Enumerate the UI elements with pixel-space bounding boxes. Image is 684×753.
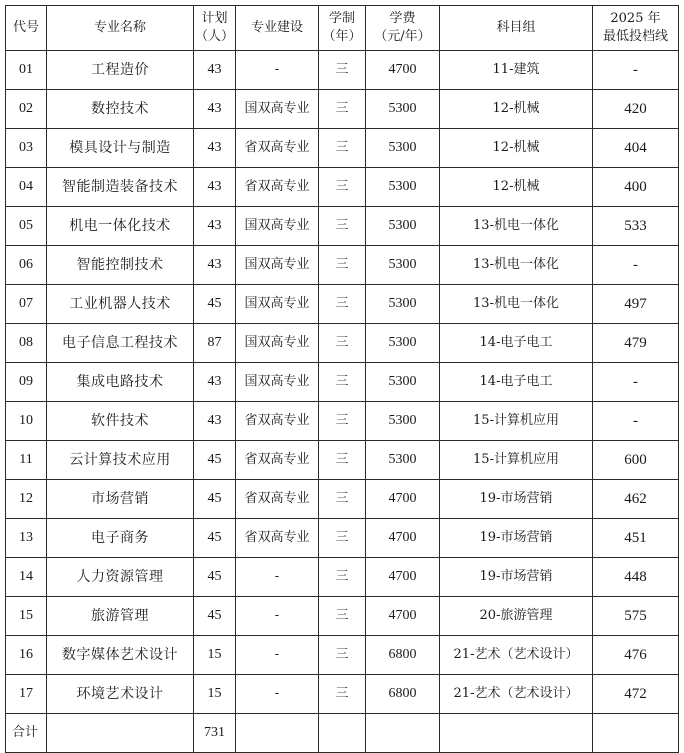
cell-min-score: 400	[593, 168, 679, 207]
cell-major-name: 工业机器人技术	[47, 285, 194, 324]
cell-code: 17	[6, 675, 47, 714]
cell-plan: 43	[194, 129, 236, 168]
total-label: 合计	[6, 714, 47, 753]
cell-construction: 国双高专业	[236, 90, 319, 129]
total-empty-fee	[366, 714, 440, 753]
cell-construction: -	[236, 597, 319, 636]
cell-code: 09	[6, 363, 47, 402]
cell-code: 05	[6, 207, 47, 246]
header-plan-line1: 计划	[201, 11, 228, 26]
cell-min-score: 479	[593, 324, 679, 363]
cell-fee: 5300	[366, 363, 440, 402]
table-row	[6, 246, 679, 285]
cell-construction: 国双高专业	[236, 207, 319, 246]
cell-construction: 省双高专业	[236, 480, 319, 519]
cell-major-name: 数控技术	[47, 90, 194, 129]
cell-plan: 43	[194, 363, 236, 402]
cell-fee: 4700	[366, 558, 440, 597]
table-row	[6, 207, 679, 246]
cell-duration: 三	[319, 51, 366, 90]
cell-duration: 三	[319, 558, 366, 597]
table-row	[6, 90, 679, 129]
cell-plan: 45	[194, 285, 236, 324]
cell-code: 10	[6, 402, 47, 441]
cell-plan: 45	[194, 519, 236, 558]
cell-min-score: 420	[593, 90, 679, 129]
table-row	[6, 402, 679, 441]
table-row	[6, 324, 679, 363]
header-subject-group: 科目组	[440, 6, 593, 51]
cell-subject-group: 19-市场营销	[440, 519, 593, 558]
header-plan	[194, 6, 236, 51]
cell-code: 02	[6, 90, 47, 129]
table-row	[6, 675, 679, 714]
cell-construction: -	[236, 675, 319, 714]
cell-code: 13	[6, 519, 47, 558]
cell-fee: 5300	[366, 246, 440, 285]
cell-plan: 15	[194, 636, 236, 675]
cell-min-score: 448	[593, 558, 679, 597]
cell-major-name: 软件技术	[47, 402, 194, 441]
cell-construction: 国双高专业	[236, 324, 319, 363]
table-row	[6, 51, 679, 90]
cell-duration: 三	[319, 441, 366, 480]
total-row	[6, 714, 679, 753]
total-empty-name	[47, 714, 194, 753]
cell-min-score: 451	[593, 519, 679, 558]
cell-major-name: 旅游管理	[47, 597, 194, 636]
header-score-line1: 2025 年	[610, 11, 661, 26]
cell-min-score: 476	[593, 636, 679, 675]
cell-min-score: 533	[593, 207, 679, 246]
total-empty-construction	[236, 714, 319, 753]
header-plan-line2: （人）	[194, 29, 234, 44]
cell-plan: 43	[194, 402, 236, 441]
cell-subject-group: 19-市场营销	[440, 558, 593, 597]
cell-major-name: 智能控制技术	[47, 246, 194, 285]
cell-major-name: 人力资源管理	[47, 558, 194, 597]
cell-duration: 三	[319, 363, 366, 402]
cell-fee: 5300	[366, 207, 440, 246]
cell-plan: 45	[194, 558, 236, 597]
cell-plan: 43	[194, 90, 236, 129]
cell-subject-group: 13-机电一体化	[440, 246, 593, 285]
cell-construction: 省双高专业	[236, 168, 319, 207]
header-construction: 专业建设	[236, 6, 319, 51]
cell-subject-group: 15-计算机应用	[440, 402, 593, 441]
table-row	[6, 363, 679, 402]
cell-code: 11	[6, 441, 47, 480]
table-row	[6, 129, 679, 168]
header-code: 代号	[6, 6, 47, 51]
cell-fee: 4700	[366, 519, 440, 558]
cell-fee: 4700	[366, 597, 440, 636]
cell-construction: 省双高专业	[236, 129, 319, 168]
cell-duration: 三	[319, 324, 366, 363]
cell-duration: 三	[319, 246, 366, 285]
cell-code: 08	[6, 324, 47, 363]
cell-major-name: 模具设计与制造	[47, 129, 194, 168]
cell-subject-group: 12-机械	[440, 90, 593, 129]
cell-code: 07	[6, 285, 47, 324]
enrollment-plan-table	[5, 5, 679, 753]
table-row	[6, 597, 679, 636]
cell-fee: 5300	[366, 129, 440, 168]
total-empty-group	[440, 714, 593, 753]
cell-fee: 5300	[366, 402, 440, 441]
cell-min-score: 472	[593, 675, 679, 714]
cell-code: 04	[6, 168, 47, 207]
cell-duration: 三	[319, 597, 366, 636]
cell-construction: 省双高专业	[236, 519, 319, 558]
cell-major-name: 电子信息工程技术	[47, 324, 194, 363]
cell-construction: 省双高专业	[236, 402, 319, 441]
cell-subject-group: 15-计算机应用	[440, 441, 593, 480]
cell-major-name: 环境艺术设计	[47, 675, 194, 714]
cell-duration: 三	[319, 129, 366, 168]
cell-code: 03	[6, 129, 47, 168]
cell-duration: 三	[319, 636, 366, 675]
table-row	[6, 285, 679, 324]
header-score	[593, 6, 679, 51]
cell-major-name: 机电一体化技术	[47, 207, 194, 246]
cell-construction: 国双高专业	[236, 285, 319, 324]
cell-subject-group: 11-建筑	[440, 51, 593, 90]
cell-min-score: 497	[593, 285, 679, 324]
cell-duration: 三	[319, 90, 366, 129]
cell-major-name: 市场营销	[47, 480, 194, 519]
cell-plan: 87	[194, 324, 236, 363]
header-fee	[366, 6, 440, 51]
cell-subject-group: 14-电子电工	[440, 324, 593, 363]
cell-fee: 5300	[366, 90, 440, 129]
header-fee-line1: 学费	[389, 11, 416, 26]
cell-fee: 5300	[366, 168, 440, 207]
header-row	[6, 6, 679, 51]
header-fee-line2: （元/年）	[374, 29, 431, 44]
table-row	[6, 558, 679, 597]
cell-code: 14	[6, 558, 47, 597]
cell-duration: 三	[319, 207, 366, 246]
cell-construction: -	[236, 558, 319, 597]
cell-plan: 43	[194, 246, 236, 285]
cell-duration: 三	[319, 519, 366, 558]
cell-duration: 三	[319, 480, 366, 519]
table-row	[6, 168, 679, 207]
header-duration-line1: 学制	[328, 11, 355, 26]
cell-min-score: -	[593, 402, 679, 441]
cell-fee: 6800	[366, 636, 440, 675]
cell-construction: -	[236, 51, 319, 90]
cell-subject-group: 13-机电一体化	[440, 285, 593, 324]
cell-code: 16	[6, 636, 47, 675]
cell-subject-group: 21-艺术（艺术设计）	[440, 636, 593, 675]
cell-fee: 6800	[366, 675, 440, 714]
cell-code: 12	[6, 480, 47, 519]
total-empty-score	[593, 714, 679, 753]
cell-fee: 5300	[366, 324, 440, 363]
cell-construction: -	[236, 636, 319, 675]
cell-subject-group: 13-机电一体化	[440, 207, 593, 246]
cell-min-score: 575	[593, 597, 679, 636]
cell-plan: 43	[194, 51, 236, 90]
cell-min-score: 600	[593, 441, 679, 480]
table-row	[6, 480, 679, 519]
cell-plan: 45	[194, 597, 236, 636]
cell-min-score: 462	[593, 480, 679, 519]
cell-duration: 三	[319, 402, 366, 441]
table-row	[6, 636, 679, 675]
table-body	[6, 6, 679, 753]
cell-construction: 国双高专业	[236, 363, 319, 402]
header-name: 专业名称	[47, 6, 194, 51]
cell-fee: 4700	[366, 480, 440, 519]
cell-major-name: 工程造价	[47, 51, 194, 90]
header-duration-line2: （年）	[322, 29, 362, 44]
cell-plan: 15	[194, 675, 236, 714]
cell-plan: 43	[194, 168, 236, 207]
cell-plan: 45	[194, 441, 236, 480]
cell-major-name: 云计算技术应用	[47, 441, 194, 480]
cell-code: 15	[6, 597, 47, 636]
cell-min-score: -	[593, 51, 679, 90]
cell-subject-group: 19-市场营销	[440, 480, 593, 519]
cell-subject-group: 20-旅游管理	[440, 597, 593, 636]
cell-min-score: -	[593, 246, 679, 285]
cell-subject-group: 14-电子电工	[440, 363, 593, 402]
header-duration	[319, 6, 366, 51]
cell-code: 01	[6, 51, 47, 90]
cell-plan: 43	[194, 207, 236, 246]
cell-fee: 4700	[366, 51, 440, 90]
cell-duration: 三	[319, 285, 366, 324]
table-row	[6, 441, 679, 480]
cell-min-score: -	[593, 363, 679, 402]
cell-major-name: 数字媒体艺术设计	[47, 636, 194, 675]
cell-fee: 5300	[366, 285, 440, 324]
cell-plan: 45	[194, 480, 236, 519]
cell-subject-group: 12-机械	[440, 168, 593, 207]
total-plan: 731	[194, 714, 236, 753]
cell-fee: 5300	[366, 441, 440, 480]
cell-duration: 三	[319, 675, 366, 714]
cell-construction: 国双高专业	[236, 246, 319, 285]
cell-major-name: 电子商务	[47, 519, 194, 558]
cell-code: 06	[6, 246, 47, 285]
cell-min-score: 404	[593, 129, 679, 168]
total-empty-duration	[319, 714, 366, 753]
cell-construction: 省双高专业	[236, 441, 319, 480]
cell-subject-group: 12-机械	[440, 129, 593, 168]
table-row	[6, 519, 679, 558]
header-score-line2: 最低投档线	[602, 29, 668, 44]
cell-duration: 三	[319, 168, 366, 207]
cell-subject-group: 21-艺术（艺术设计）	[440, 675, 593, 714]
cell-major-name: 集成电路技术	[47, 363, 194, 402]
cell-major-name: 智能制造装备技术	[47, 168, 194, 207]
